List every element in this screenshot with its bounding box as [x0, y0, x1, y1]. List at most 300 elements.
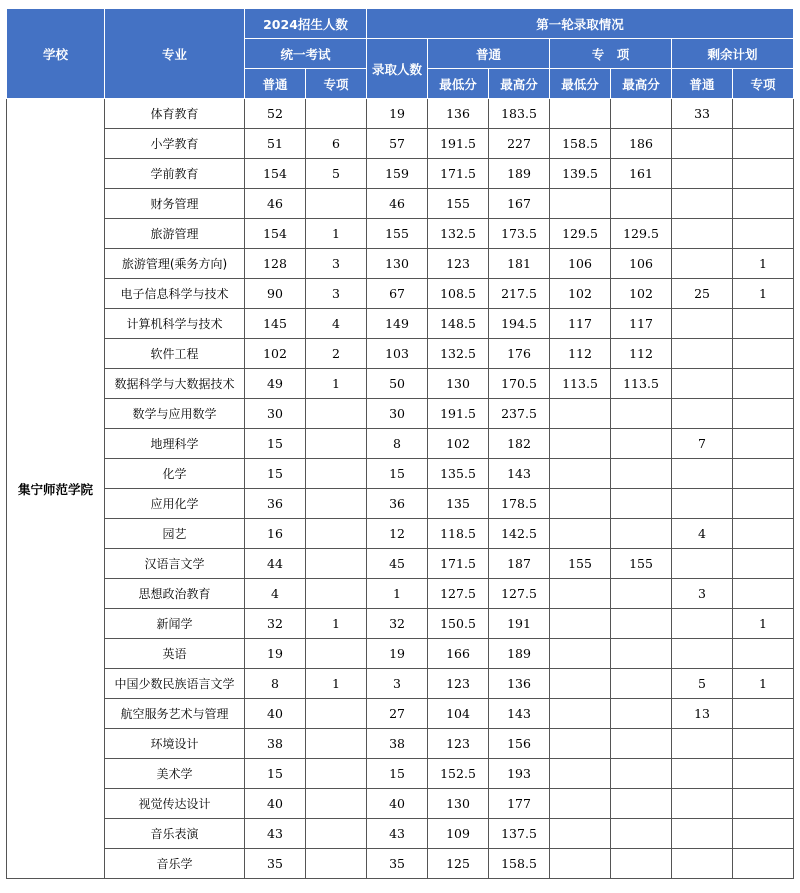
table-row: [7, 729, 794, 759]
gen-max-cell: 194.5: [489, 309, 550, 339]
rem-general-cell: 4: [672, 519, 733, 549]
rem-special-cell: [733, 699, 794, 729]
gen-max-cell: 182: [489, 429, 550, 459]
gen-min-cell: 123: [428, 669, 489, 699]
admitted-cell: 159: [367, 159, 428, 189]
major-cell: 美术学: [105, 759, 245, 789]
rem-general-cell: [672, 819, 733, 849]
plan-general-cell: 154: [245, 159, 306, 189]
table-row: [7, 159, 794, 189]
rem-general-cell: [672, 399, 733, 429]
spec-max-cell: [611, 399, 672, 429]
rem-general-cell: 3: [672, 579, 733, 609]
table-row: [7, 519, 794, 549]
spec-max-cell: [611, 189, 672, 219]
gen-min-cell: 130: [428, 369, 489, 399]
school-name: 集宁师范学院: [7, 99, 105, 879]
major-cell: 音乐学: [105, 849, 245, 879]
spec-max-cell: [611, 609, 672, 639]
major-cell: 软件工程: [105, 339, 245, 369]
gen-min-cell: 123: [428, 729, 489, 759]
admitted-cell: 45: [367, 549, 428, 579]
spec-min-cell: [550, 519, 611, 549]
plan-special-cell: 6: [306, 129, 367, 159]
rem-special-cell: [733, 309, 794, 339]
gen-max-cell: 237.5: [489, 399, 550, 429]
admission-table-container: [6, 8, 793, 879]
admitted-cell: 15: [367, 759, 428, 789]
rem-general-cell: 5: [672, 669, 733, 699]
plan-general-cell: 15: [245, 459, 306, 489]
spec-min-cell: [550, 729, 611, 759]
gen-max-cell: 183.5: [489, 99, 550, 129]
plan-special-cell: [306, 459, 367, 489]
admission-table: [6, 8, 794, 879]
plan-special-cell: [306, 189, 367, 219]
rem-general-cell: [672, 549, 733, 579]
major-cell: 财务管理: [105, 189, 245, 219]
admitted-cell: 3: [367, 669, 428, 699]
spec-max-cell: [611, 489, 672, 519]
admitted-cell: 38: [367, 729, 428, 759]
header-round-1: 第一轮录取情况: [367, 9, 794, 39]
spec-min-cell: 102: [550, 279, 611, 309]
spec-max-cell: [611, 519, 672, 549]
admitted-cell: 15: [367, 459, 428, 489]
plan-special-cell: 1: [306, 609, 367, 639]
plan-general-cell: 40: [245, 699, 306, 729]
plan-special-cell: 3: [306, 249, 367, 279]
plan-special-cell: 4: [306, 309, 367, 339]
rem-special-cell: [733, 579, 794, 609]
spec-min-cell: 117: [550, 309, 611, 339]
spec-min-cell: [550, 789, 611, 819]
header-unified-exam: 统一考试: [245, 39, 367, 69]
spec-min-cell: [550, 639, 611, 669]
spec-min-cell: 139.5: [550, 159, 611, 189]
plan-general-cell: 52: [245, 99, 306, 129]
spec-min-cell: [550, 459, 611, 489]
plan-special-cell: [306, 549, 367, 579]
table-row: [7, 489, 794, 519]
header-general-max: 最高分: [489, 69, 550, 99]
rem-general-cell: [672, 849, 733, 879]
gen-min-cell: 127.5: [428, 579, 489, 609]
spec-min-cell: [550, 99, 611, 129]
plan-special-cell: [306, 399, 367, 429]
gen-max-cell: 170.5: [489, 369, 550, 399]
rem-general-cell: [672, 189, 733, 219]
spec-min-cell: 113.5: [550, 369, 611, 399]
admitted-cell: 155: [367, 219, 428, 249]
gen-max-cell: 137.5: [489, 819, 550, 849]
table-row: [7, 849, 794, 879]
gen-min-cell: 155: [428, 189, 489, 219]
rem-special-cell: 1: [733, 609, 794, 639]
rem-special-cell: [733, 369, 794, 399]
rem-special-cell: [733, 129, 794, 159]
major-cell: 计算机科学与技术: [105, 309, 245, 339]
plan-general-cell: 19: [245, 639, 306, 669]
major-cell: 体育教育: [105, 99, 245, 129]
gen-min-cell: 191.5: [428, 129, 489, 159]
spec-max-cell: 161: [611, 159, 672, 189]
rem-general-cell: 13: [672, 699, 733, 729]
major-cell: 视觉传达设计: [105, 789, 245, 819]
header-special: 专 项: [550, 39, 672, 69]
table-row: [7, 639, 794, 669]
major-cell: 学前教育: [105, 159, 245, 189]
rem-general-cell: 25: [672, 279, 733, 309]
spec-max-cell: 102: [611, 279, 672, 309]
gen-max-cell: 176: [489, 339, 550, 369]
gen-max-cell: 189: [489, 159, 550, 189]
rem-general-cell: [672, 759, 733, 789]
gen-min-cell: 166: [428, 639, 489, 669]
rem-special-cell: [733, 789, 794, 819]
gen-min-cell: 152.5: [428, 759, 489, 789]
header-school: 学校: [7, 9, 105, 99]
gen-max-cell: 181: [489, 249, 550, 279]
table-body: [7, 99, 794, 879]
spec-max-cell: [611, 819, 672, 849]
rem-special-cell: [733, 459, 794, 489]
table-row: [7, 369, 794, 399]
spec-max-cell: [611, 759, 672, 789]
rem-general-cell: [672, 369, 733, 399]
rem-general-cell: [672, 639, 733, 669]
major-cell: 旅游管理(乘务方向): [105, 249, 245, 279]
rem-special-cell: [733, 639, 794, 669]
rem-general-cell: [672, 129, 733, 159]
gen-max-cell: 156: [489, 729, 550, 759]
major-cell: 环境设计: [105, 729, 245, 759]
spec-max-cell: [611, 579, 672, 609]
spec-max-cell: [611, 729, 672, 759]
spec-max-cell: [611, 99, 672, 129]
spec-max-cell: [611, 699, 672, 729]
rem-special-cell: [733, 399, 794, 429]
plan-general-cell: 32: [245, 609, 306, 639]
plan-special-cell: 1: [306, 219, 367, 249]
spec-min-cell: [550, 849, 611, 879]
major-cell: 电子信息科学与技术: [105, 279, 245, 309]
gen-min-cell: 125: [428, 849, 489, 879]
plan-general-cell: 44: [245, 549, 306, 579]
table-row: [7, 459, 794, 489]
admitted-cell: 35: [367, 849, 428, 879]
rem-special-cell: [733, 99, 794, 129]
table-row: [7, 219, 794, 249]
spec-min-cell: 112: [550, 339, 611, 369]
rem-special-cell: [733, 489, 794, 519]
admitted-cell: 57: [367, 129, 428, 159]
plan-special-cell: [306, 429, 367, 459]
gen-max-cell: 158.5: [489, 849, 550, 879]
gen-min-cell: 148.5: [428, 309, 489, 339]
spec-min-cell: [550, 819, 611, 849]
plan-general-cell: 49: [245, 369, 306, 399]
gen-min-cell: 104: [428, 699, 489, 729]
major-cell: 新闻学: [105, 609, 245, 639]
plan-general-cell: 38: [245, 729, 306, 759]
admitted-cell: 30: [367, 399, 428, 429]
plan-special-cell: [306, 639, 367, 669]
spec-min-cell: [550, 189, 611, 219]
gen-min-cell: 132.5: [428, 219, 489, 249]
gen-max-cell: 217.5: [489, 279, 550, 309]
plan-general-cell: 16: [245, 519, 306, 549]
spec-min-cell: [550, 489, 611, 519]
table-row: [7, 189, 794, 219]
table-row: [7, 819, 794, 849]
rem-general-cell: [672, 159, 733, 189]
spec-max-cell: 155: [611, 549, 672, 579]
gen-max-cell: 177: [489, 789, 550, 819]
table-row: [7, 549, 794, 579]
table-row: [7, 309, 794, 339]
plan-special-cell: [306, 99, 367, 129]
plan-special-cell: [306, 699, 367, 729]
plan-general-cell: 43: [245, 819, 306, 849]
plan-special-cell: 1: [306, 369, 367, 399]
plan-special-cell: [306, 519, 367, 549]
spec-max-cell: [611, 789, 672, 819]
header-special-max: 最高分: [611, 69, 672, 99]
gen-max-cell: 136: [489, 669, 550, 699]
spec-max-cell: 113.5: [611, 369, 672, 399]
plan-general-cell: 90: [245, 279, 306, 309]
rem-general-cell: [672, 219, 733, 249]
admitted-cell: 103: [367, 339, 428, 369]
gen-max-cell: 178.5: [489, 489, 550, 519]
spec-min-cell: [550, 399, 611, 429]
plan-special-cell: 3: [306, 279, 367, 309]
plan-general-cell: 4: [245, 579, 306, 609]
plan-general-cell: 36: [245, 489, 306, 519]
admitted-cell: 8: [367, 429, 428, 459]
header-remaining: 剩余计划: [672, 39, 794, 69]
rem-special-cell: [733, 159, 794, 189]
rem-general-cell: [672, 789, 733, 819]
rem-general-cell: [672, 459, 733, 489]
rem-special-cell: [733, 519, 794, 549]
plan-general-cell: 46: [245, 189, 306, 219]
table-row: [7, 339, 794, 369]
spec-max-cell: 186: [611, 129, 672, 159]
spec-min-cell: [550, 609, 611, 639]
table-row: [7, 129, 794, 159]
header-major: 专业: [105, 9, 245, 99]
table-row: [7, 99, 794, 129]
admitted-cell: 12: [367, 519, 428, 549]
table-row: [7, 759, 794, 789]
rem-special-cell: [733, 819, 794, 849]
admitted-cell: 40: [367, 789, 428, 819]
table-header: [7, 9, 794, 99]
plan-special-cell: [306, 579, 367, 609]
gen-min-cell: 171.5: [428, 159, 489, 189]
header-special-min: 最低分: [550, 69, 611, 99]
header-plan-2024: 2024招生人数: [245, 9, 367, 39]
plan-general-cell: 51: [245, 129, 306, 159]
major-cell: 思想政治教育: [105, 579, 245, 609]
spec-min-cell: 106: [550, 249, 611, 279]
admitted-cell: 50: [367, 369, 428, 399]
gen-min-cell: 118.5: [428, 519, 489, 549]
spec-min-cell: 158.5: [550, 129, 611, 159]
plan-general-cell: 35: [245, 849, 306, 879]
gen-max-cell: 191: [489, 609, 550, 639]
major-cell: 小学教育: [105, 129, 245, 159]
table-row: [7, 249, 794, 279]
spec-max-cell: [611, 459, 672, 489]
header-general: 普通: [428, 39, 550, 69]
major-cell: 航空服务艺术与管理: [105, 699, 245, 729]
rem-special-cell: [733, 189, 794, 219]
plan-general-cell: 40: [245, 789, 306, 819]
gen-min-cell: 135.5: [428, 459, 489, 489]
rem-general-cell: [672, 609, 733, 639]
spec-min-cell: 155: [550, 549, 611, 579]
admitted-cell: 43: [367, 819, 428, 849]
spec-max-cell: 129.5: [611, 219, 672, 249]
table-row: [7, 399, 794, 429]
major-cell: 音乐表演: [105, 819, 245, 849]
plan-general-cell: 30: [245, 399, 306, 429]
major-cell: 数据科学与大数据技术: [105, 369, 245, 399]
table-row: [7, 609, 794, 639]
gen-min-cell: 108.5: [428, 279, 489, 309]
admitted-cell: 32: [367, 609, 428, 639]
rem-general-cell: [672, 729, 733, 759]
gen-min-cell: 150.5: [428, 609, 489, 639]
spec-min-cell: [550, 429, 611, 459]
header-general-min: 最低分: [428, 69, 489, 99]
rem-special-cell: 1: [733, 669, 794, 699]
plan-special-cell: 2: [306, 339, 367, 369]
rem-special-cell: [733, 429, 794, 459]
spec-max-cell: [611, 669, 672, 699]
major-cell: 园艺: [105, 519, 245, 549]
table-row: [7, 669, 794, 699]
table-row: [7, 579, 794, 609]
gen-max-cell: 227: [489, 129, 550, 159]
spec-max-cell: [611, 849, 672, 879]
table-row: [7, 699, 794, 729]
rem-general-cell: [672, 309, 733, 339]
major-cell: 英语: [105, 639, 245, 669]
rem-special-cell: [733, 729, 794, 759]
gen-max-cell: 143: [489, 699, 550, 729]
table-row: [7, 789, 794, 819]
header-remaining-general: 普通: [672, 69, 733, 99]
gen-max-cell: 142.5: [489, 519, 550, 549]
plan-general-cell: 8: [245, 669, 306, 699]
gen-max-cell: 173.5: [489, 219, 550, 249]
gen-max-cell: 187: [489, 549, 550, 579]
spec-max-cell: 106: [611, 249, 672, 279]
spec-min-cell: [550, 669, 611, 699]
major-cell: 地理科学: [105, 429, 245, 459]
spec-min-cell: 129.5: [550, 219, 611, 249]
rem-general-cell: [672, 339, 733, 369]
rem-special-cell: [733, 849, 794, 879]
rem-special-cell: [733, 339, 794, 369]
gen-min-cell: 109: [428, 819, 489, 849]
plan-special-cell: 1: [306, 669, 367, 699]
gen-max-cell: 143: [489, 459, 550, 489]
admitted-cell: 36: [367, 489, 428, 519]
major-cell: 数学与应用数学: [105, 399, 245, 429]
rem-special-cell: [733, 219, 794, 249]
plan-general-cell: 154: [245, 219, 306, 249]
spec-max-cell: 112: [611, 339, 672, 369]
admitted-cell: 130: [367, 249, 428, 279]
gen-min-cell: 123: [428, 249, 489, 279]
gen-min-cell: 102: [428, 429, 489, 459]
rem-special-cell: 1: [733, 279, 794, 309]
rem-general-cell: [672, 489, 733, 519]
gen-min-cell: 130: [428, 789, 489, 819]
plan-general-cell: 128: [245, 249, 306, 279]
gen-max-cell: 189: [489, 639, 550, 669]
admitted-cell: 19: [367, 99, 428, 129]
spec-max-cell: [611, 639, 672, 669]
gen-max-cell: 127.5: [489, 579, 550, 609]
admitted-cell: 19: [367, 639, 428, 669]
gen-min-cell: 171.5: [428, 549, 489, 579]
spec-min-cell: [550, 759, 611, 789]
admitted-cell: 27: [367, 699, 428, 729]
rem-special-cell: 1: [733, 249, 794, 279]
plan-general-cell: 102: [245, 339, 306, 369]
admitted-cell: 46: [367, 189, 428, 219]
rem-general-cell: 7: [672, 429, 733, 459]
header-row-1: [7, 9, 794, 39]
plan-general-cell: 15: [245, 759, 306, 789]
admitted-cell: 149: [367, 309, 428, 339]
header-plan-general: 普通: [245, 69, 306, 99]
plan-special-cell: [306, 759, 367, 789]
major-cell: 汉语言文学: [105, 549, 245, 579]
plan-special-cell: [306, 729, 367, 759]
plan-special-cell: [306, 819, 367, 849]
gen-min-cell: 136: [428, 99, 489, 129]
plan-special-cell: 5: [306, 159, 367, 189]
admitted-cell: 1: [367, 579, 428, 609]
table-row: [7, 429, 794, 459]
major-cell: 旅游管理: [105, 219, 245, 249]
spec-min-cell: [550, 579, 611, 609]
major-cell: 化学: [105, 459, 245, 489]
rem-general-cell: 33: [672, 99, 733, 129]
plan-general-cell: 15: [245, 429, 306, 459]
major-cell: 中国少数民族语言文学: [105, 669, 245, 699]
major-cell: 应用化学: [105, 489, 245, 519]
rem-general-cell: [672, 249, 733, 279]
gen-min-cell: 132.5: [428, 339, 489, 369]
header-remaining-special: 专项: [733, 69, 794, 99]
header-admitted: 录取人数: [367, 39, 428, 99]
gen-max-cell: 193: [489, 759, 550, 789]
plan-special-cell: [306, 489, 367, 519]
plan-special-cell: [306, 849, 367, 879]
plan-special-cell: [306, 789, 367, 819]
spec-min-cell: [550, 699, 611, 729]
rem-special-cell: [733, 549, 794, 579]
gen-min-cell: 135: [428, 489, 489, 519]
